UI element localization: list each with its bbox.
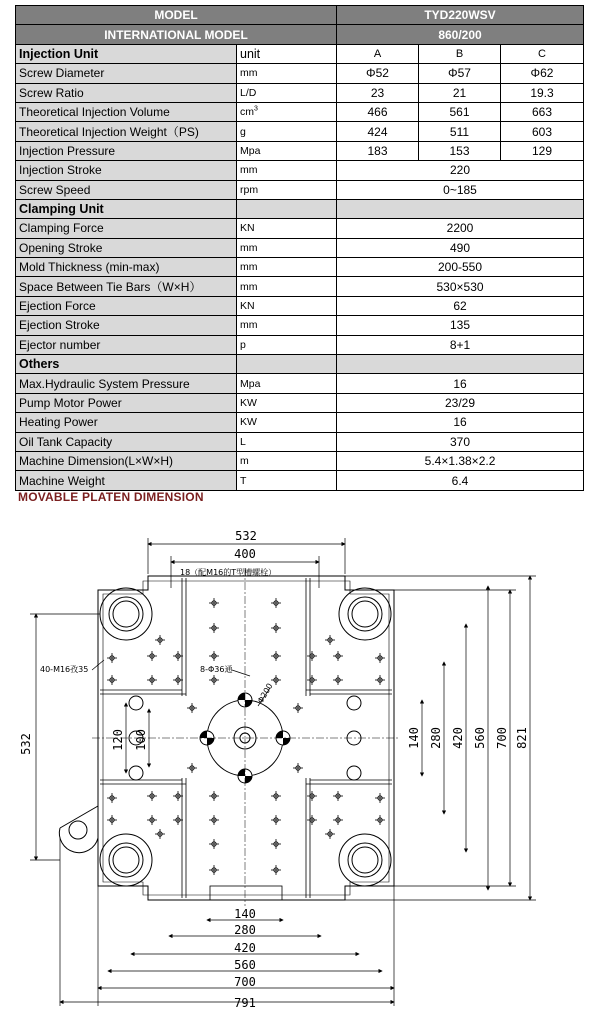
table-row bbox=[16, 471, 584, 490]
row-unit: rpm bbox=[237, 180, 337, 199]
row-unit bbox=[237, 64, 337, 83]
row-unit: mm bbox=[237, 238, 337, 257]
dim-b-420: 420 bbox=[234, 941, 256, 955]
row-unit: L bbox=[237, 432, 337, 451]
table-row bbox=[16, 102, 584, 121]
dim-r-700: 700 bbox=[495, 727, 509, 749]
movable-platen-drawing bbox=[0, 508, 589, 1008]
table-row bbox=[16, 161, 584, 180]
row-value: 0~185 bbox=[337, 180, 584, 199]
row-unit-text: mm bbox=[240, 67, 258, 80]
row-label: Ejection Stroke bbox=[16, 316, 237, 335]
row-unit bbox=[237, 141, 337, 160]
table-row bbox=[16, 122, 584, 141]
intl-model-label: INTERNATIONAL MODEL bbox=[16, 25, 337, 44]
unit-superscript: 3 bbox=[254, 105, 258, 113]
row-label: Screw Diameter bbox=[16, 64, 237, 83]
row-unit: KN bbox=[237, 219, 337, 238]
table-row bbox=[16, 413, 584, 432]
dim-r-140: 140 bbox=[407, 727, 421, 749]
row-label: Screw Speed bbox=[16, 180, 237, 199]
table-row bbox=[16, 83, 584, 102]
row-value: 220 bbox=[337, 161, 584, 180]
row-value: 183 bbox=[337, 141, 419, 160]
row-label: Space Between Tie Bars（W×H） bbox=[16, 277, 237, 296]
row-unit-text: g bbox=[240, 125, 246, 138]
row-label: Machine Dimension(L×W×H) bbox=[16, 451, 237, 470]
table-row bbox=[16, 335, 584, 354]
table-row bbox=[16, 258, 584, 277]
row-value: Φ57 bbox=[419, 64, 501, 83]
row-unit: KW bbox=[237, 413, 337, 432]
row-value: 23 bbox=[337, 83, 419, 102]
row-value: 200-550 bbox=[337, 258, 584, 277]
col-header: A bbox=[337, 44, 419, 63]
dimension-lines bbox=[30, 538, 536, 1006]
holes-note: 40-M16孜35 bbox=[40, 665, 89, 674]
section-title: Clamping Unit bbox=[16, 199, 237, 218]
section-title: Injection Unit bbox=[16, 44, 237, 63]
row-value: 6.4 bbox=[337, 471, 584, 490]
table-row bbox=[16, 277, 584, 296]
row-unit: p bbox=[237, 335, 337, 354]
row-value: 135 bbox=[337, 316, 584, 335]
dim-r-560: 560 bbox=[473, 727, 487, 749]
drawing-title: MOVABLE PLATEN DIMENSION bbox=[18, 490, 204, 504]
dim-left-532: 532 bbox=[19, 733, 33, 755]
row-unit: mm bbox=[237, 161, 337, 180]
dim-r-420: 420 bbox=[451, 727, 465, 749]
dim-top-532: 532 bbox=[235, 529, 257, 543]
unit-header: unit bbox=[237, 44, 337, 63]
section-clamping bbox=[16, 199, 584, 218]
dim-v-100: 100 bbox=[134, 729, 148, 751]
row-value: 530×530 bbox=[337, 277, 584, 296]
row-value: 663 bbox=[501, 102, 584, 121]
row-label: Ejection Force bbox=[16, 296, 237, 315]
row-unit-text: L/D bbox=[240, 86, 257, 99]
table-row bbox=[16, 180, 584, 199]
row-value: 19.3 bbox=[501, 83, 584, 102]
table-row bbox=[16, 238, 584, 257]
center-dia: Φ200 bbox=[255, 681, 275, 705]
dim-b-140: 140 bbox=[234, 907, 256, 921]
row-label: Theoretical Injection Volume bbox=[16, 102, 237, 121]
dim-b-700: 700 bbox=[234, 975, 256, 989]
table-row bbox=[16, 393, 584, 412]
slot-note: 18（配M16的T型槽螺栓） bbox=[180, 568, 277, 577]
tie-bar-holes bbox=[59, 588, 391, 886]
row-label: Theoretical Injection Weight（PS) bbox=[16, 122, 237, 141]
row-value: 62 bbox=[337, 296, 584, 315]
row-value: 16 bbox=[337, 374, 584, 393]
row-unit bbox=[237, 122, 337, 141]
dim-r-280: 280 bbox=[429, 727, 443, 749]
row-value: Φ52 bbox=[337, 64, 419, 83]
row-value: 511 bbox=[419, 122, 501, 141]
model-row bbox=[16, 6, 584, 25]
dim-b-560: 560 bbox=[234, 958, 256, 972]
row-label: Machine Weight bbox=[16, 471, 237, 490]
row-label: Oil Tank Capacity bbox=[16, 432, 237, 451]
row-value: 2200 bbox=[337, 219, 584, 238]
dim-top-400: 400 bbox=[234, 547, 256, 561]
row-unit: Mpa bbox=[237, 374, 337, 393]
row-label: Max.Hydraulic System Pressure bbox=[16, 374, 237, 393]
col-header: B bbox=[419, 44, 501, 63]
row-value: 8+1 bbox=[337, 335, 584, 354]
row-value: 129 bbox=[501, 141, 584, 160]
row-value: 424 bbox=[337, 122, 419, 141]
table-row bbox=[16, 432, 584, 451]
col-header: C bbox=[501, 44, 584, 63]
table-row bbox=[16, 219, 584, 238]
row-label: Injection Stroke bbox=[16, 161, 237, 180]
row-unit bbox=[237, 83, 337, 102]
row-unit: mm bbox=[237, 258, 337, 277]
row-label: Heating Power bbox=[16, 413, 237, 432]
row-unit-text: Mpa bbox=[240, 144, 261, 157]
table-row bbox=[16, 374, 584, 393]
row-unit: T bbox=[237, 471, 337, 490]
row-unit bbox=[237, 102, 337, 121]
table-row bbox=[16, 141, 584, 160]
intl-model-value: 860/200 bbox=[337, 25, 584, 44]
row-label: Clamping Force bbox=[16, 219, 237, 238]
row-value: 603 bbox=[501, 122, 584, 141]
spec-table bbox=[15, 5, 584, 491]
row-value: Φ62 bbox=[501, 64, 584, 83]
row-unit-text: cm bbox=[240, 106, 254, 119]
row-label: Screw Ratio bbox=[16, 83, 237, 102]
table-row bbox=[16, 451, 584, 470]
row-value: 561 bbox=[419, 102, 501, 121]
row-value: 5.4×1.38×2.2 bbox=[337, 451, 584, 470]
row-value: 23/29 bbox=[337, 393, 584, 412]
row-label: Opening Stroke bbox=[16, 238, 237, 257]
dim-b-280: 280 bbox=[234, 923, 256, 937]
row-value: 16 bbox=[337, 413, 584, 432]
row-value: 370 bbox=[337, 432, 584, 451]
intl-model-row bbox=[16, 25, 584, 44]
model-label: MODEL bbox=[16, 6, 337, 25]
table-row bbox=[16, 64, 584, 83]
row-label: Pump Motor Power bbox=[16, 393, 237, 412]
row-unit: m bbox=[237, 451, 337, 470]
row-value: 153 bbox=[419, 141, 501, 160]
section-title: Others bbox=[16, 355, 237, 374]
row-unit: mm bbox=[237, 277, 337, 296]
dim-v-120: 120 bbox=[111, 729, 125, 751]
dim-b-791: 791 bbox=[234, 996, 256, 1008]
row-value: 466 bbox=[337, 102, 419, 121]
row-label: Ejector number bbox=[16, 335, 237, 354]
ejector-note: 8-Φ36通 bbox=[200, 665, 233, 674]
row-label: Mold Thickness (min-max) bbox=[16, 258, 237, 277]
row-label: Injection Pressure bbox=[16, 141, 237, 160]
section-injection bbox=[16, 44, 584, 63]
section-others bbox=[16, 355, 584, 374]
row-value: 490 bbox=[337, 238, 584, 257]
row-unit: KN bbox=[237, 296, 337, 315]
dim-r-821: 821 bbox=[515, 727, 529, 749]
model-value: TYD220WSV bbox=[337, 6, 584, 25]
row-unit: mm bbox=[237, 316, 337, 335]
table-row bbox=[16, 296, 584, 315]
table-row bbox=[16, 316, 584, 335]
row-value: 21 bbox=[419, 83, 501, 102]
row-unit: KW bbox=[237, 393, 337, 412]
